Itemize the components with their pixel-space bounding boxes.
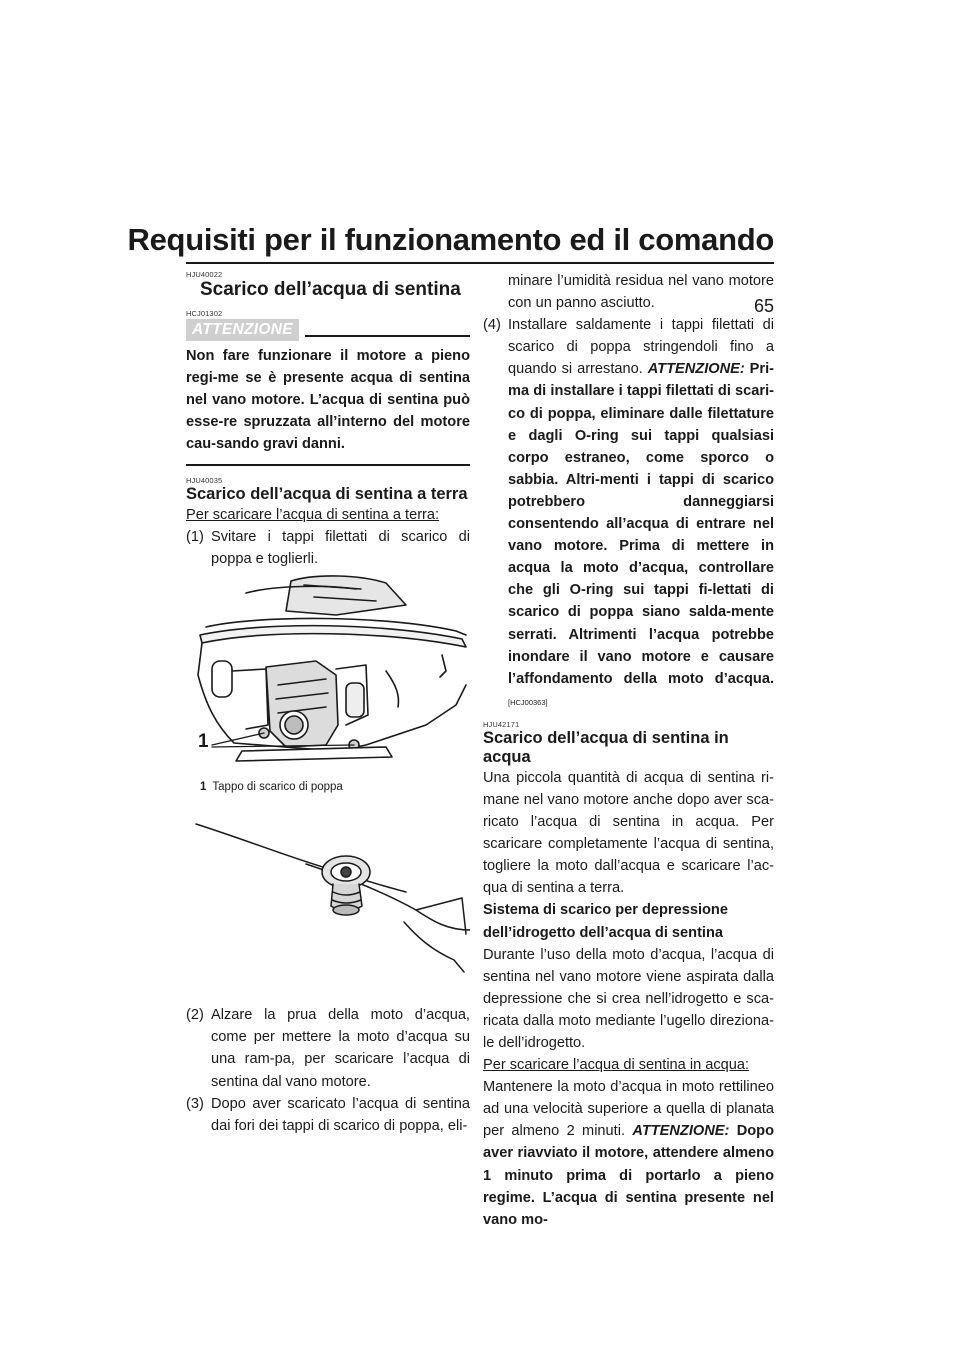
section-code: HJU40022 (186, 270, 223, 279)
attention-code: [HCJ00363] (508, 697, 548, 707)
caution-code: HCJ01302 (186, 309, 223, 318)
step-text: Alzare la prua della moto d’acqua, come per mettere la moto d’acqua su una ram-pa, per scaricare l’acqua di sentina dal vano motore. (211, 1007, 470, 1090)
procedure-intro: Per scaricare l’acqua di sentina in acqua: (483, 1057, 750, 1074)
attention-label: ATTENZIONE: (647, 361, 745, 378)
caption-text: Tappo di scarico di poppa (212, 781, 343, 794)
step-number: (2) (186, 1007, 204, 1024)
step-4 (483, 314, 774, 714)
caution-end-rule (186, 464, 470, 466)
page-number: 65 (753, 296, 774, 316)
figure-callout-1: 1 (198, 731, 209, 753)
step-1 (186, 526, 470, 570)
step-3-continued (483, 270, 774, 314)
drain-plug-illustration (186, 822, 470, 982)
stern-drain-figure (186, 575, 470, 780)
step-number: (4) (483, 317, 501, 334)
attention-text: Pri-ma di installare i tappi filettati di scari-co di poppa, eliminare dalle filettature e dagli O-ring sui tappi qualsiasi corpo estraneo, come sporco o sabbia. Altri-menti i tappi di scarico potrebbero danneggiarsi consentendo all’acqua di entrare nel vano motore. Prima di mettere in acqua la moto d’acqua, controllare che gli O-ring sui tappi fi-lettati di scarico di poppa siano salda-mente serrati. Altrimenti l’acqua potrebbe inondare il vano motore e causare l’affondamento della moto d’acqua. (508, 361, 774, 687)
step-2 (186, 1004, 470, 1092)
subsection-code: HJU40035 (186, 475, 223, 485)
caution-label: ATTENZIONE (186, 319, 299, 341)
step-text: Dopo aver scaricato l’acqua di sentina dai fori dei tappi di scarico di poppa, eli- (211, 1095, 470, 1134)
paragraph: Durante l’uso della moto d’acqua, l’acqua di sentina nel vano motore viene aspirata dalla depressione che si crea nell’idrogetto e sca-ricata dalla moto mediante l’ugello direziona-le dell’idrogetto. (483, 946, 774, 1051)
right-column (483, 270, 774, 1231)
caution-rule (305, 335, 470, 337)
step-text: minare l’umidità residua nel vano motore con un panno asciutto. (508, 273, 774, 312)
caption-number: 1 (200, 781, 207, 794)
caution-bar (186, 319, 470, 341)
step-number: (1) (186, 529, 204, 546)
subsection-code: HJU42171 (483, 719, 520, 729)
subsection-heading: Scarico dell’acqua di sentina in acqua (483, 728, 729, 766)
step-3 (186, 1093, 470, 1137)
paragraph: Una piccola quantità di acqua di sentina ri-mane nel vano motore anche dopo aver sca-ricato l’acqua di sentina in acqua. Per scaricare completamente l’acqua di sentina, togliere la moto dall’acqua e scaricare l’ac-qua di sentina a terra. (483, 769, 774, 897)
step-number: (3) (186, 1095, 204, 1112)
attention-label: ATTENZIONE: (632, 1123, 730, 1140)
attention-text: Dopo aver riavviato il motore, attendere almeno 1 minuto prima di portarlo a pieno regime. L’acqua di sentina presente nel vano mo- (483, 1123, 774, 1228)
figure-caption (200, 780, 470, 794)
subsection-heading: Scarico dell’acqua di sentina a terra (186, 484, 468, 503)
step-text: Svitare i tappi filettati di scarico di poppa e toglierli. (211, 529, 470, 568)
paragraph: Mantenere la moto d’acqua in moto rettilineo ad una velocità superiore a quella di planata per almeno 2 minuti. ATTENZIONE: Dopo aver riavviato il motore, attendere almeno 1 minuto prima di portarlo a pieno regime. L’acqua di sentina presente nel vano mo- (483, 1079, 774, 1228)
header-rule (186, 262, 774, 264)
stern-illustration (186, 575, 470, 780)
section-heading: Scarico dell’acqua di sentina (200, 279, 461, 300)
step-text: Installare saldamente i tappi filettati di scarico di poppa stringendoli fino a quando si arrestano. ATTENZIONE: Pri-ma di installare i tappi filettati di scari-co di poppa, eliminare dalle filettature e dagli O-ring sui tappi qualsiasi corpo estraneo, come sporco o sabbia. Altri-menti i tappi di scarico potrebbero danneggiarsi consentendo all’acqua di entrare nel vano motore. Prima di mettere in acqua la moto d’acqua, controllare che gli O-ring sui tappi fi-lettati di scarico di poppa siano salda-mente serrati. Altrimenti l’acqua potrebbe inondare il vano motore e causare l’affondamento della moto d’acqua. [HCJ00363] (508, 317, 774, 707)
page-header-title: Requisiti per il funzionamento ed il comando (127, 222, 774, 257)
caution-text: Non fare funzionare il motore a pieno regi-me se è presente acqua di sentina nel vano motore. L’acqua di sentina può esse-re spruzzata all’interno del motore cau-sando gravi danni. (186, 348, 470, 453)
subheading: Sistema di scarico per depressione dell’idrogetto dell’acqua di sentina (483, 902, 728, 941)
left-column (186, 270, 470, 1137)
drain-plug-figure (186, 822, 470, 982)
procedure-intro: Per scaricare l’acqua di sentina a terra: (186, 506, 440, 523)
